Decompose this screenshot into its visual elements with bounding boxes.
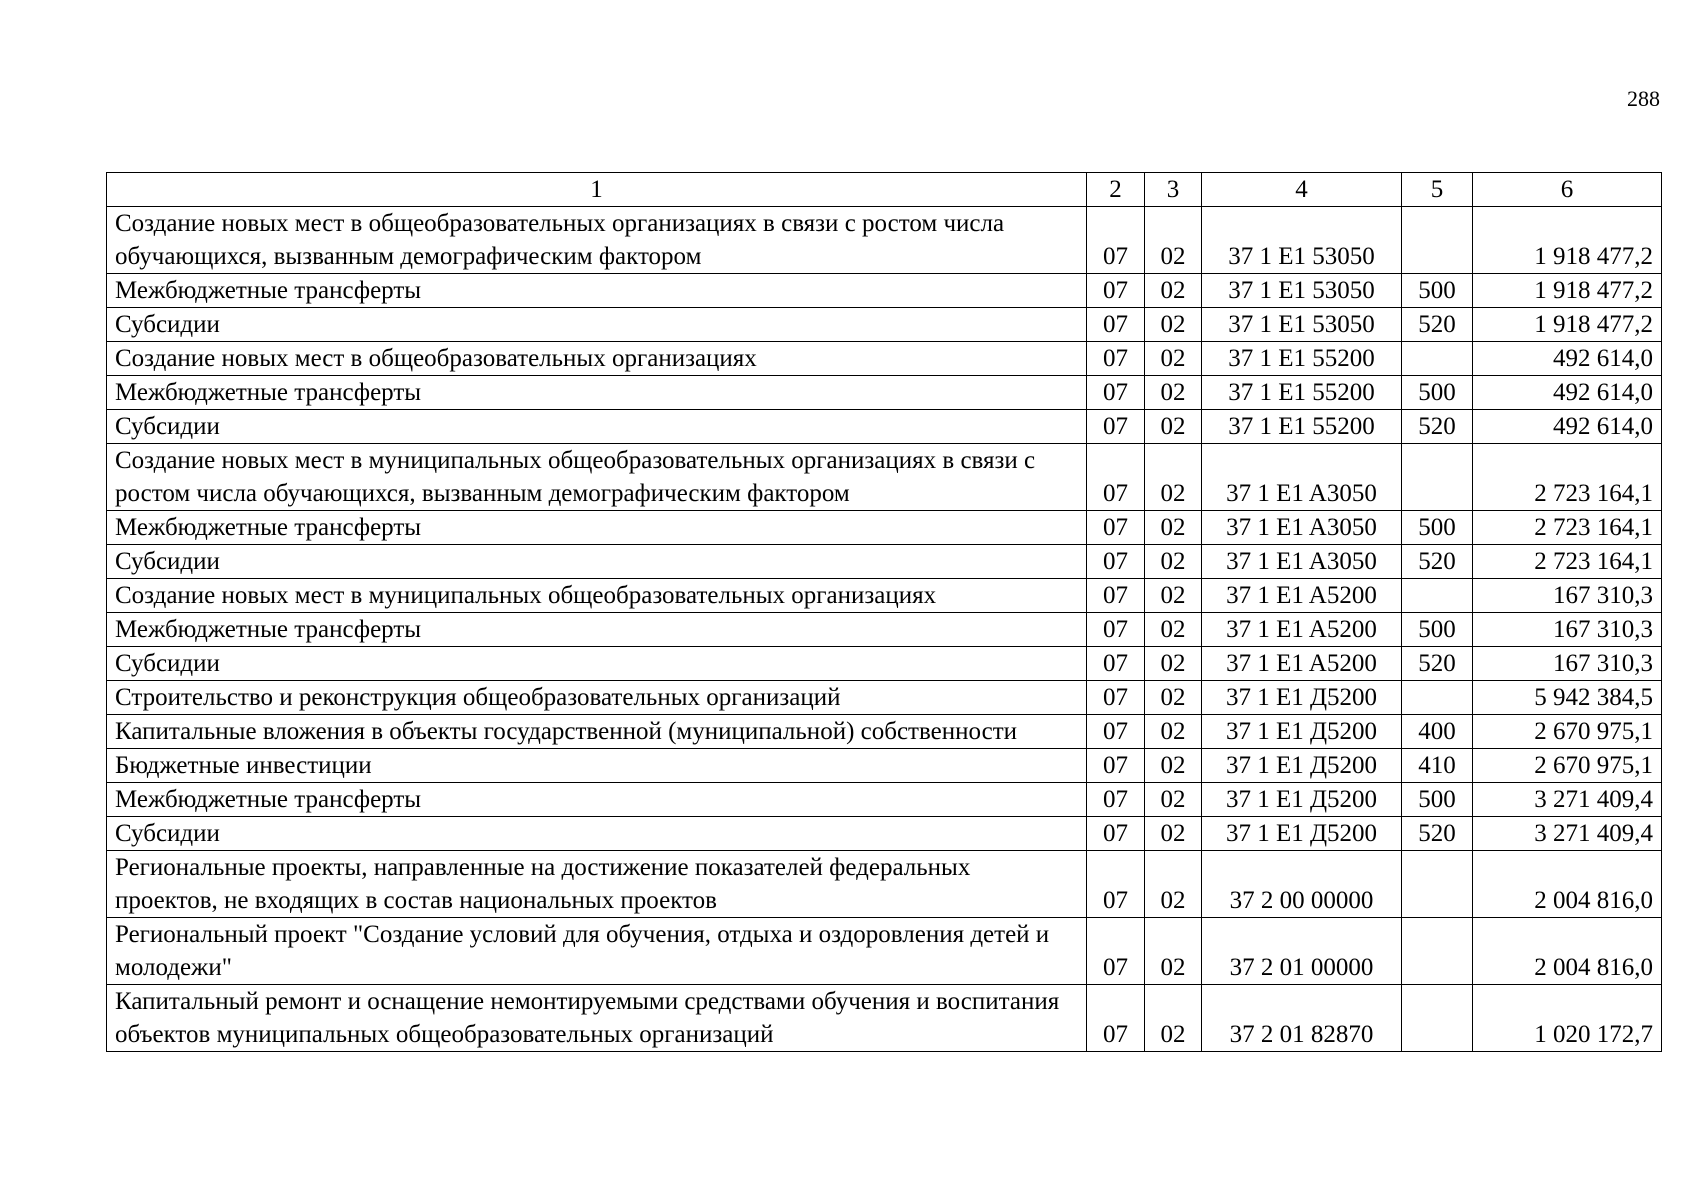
row-target-article-cell: 37 2 01 00000: [1202, 918, 1402, 985]
row-subsection-cell: 02: [1145, 545, 1202, 579]
table-body: [107, 207, 1662, 1052]
table-row: [107, 274, 1662, 308]
row-subsection-cell: 02: [1145, 376, 1202, 410]
row-expense-type-cell: 520: [1402, 817, 1473, 851]
column-header-subsection: 3: [1145, 173, 1202, 207]
row-section-cell: 07: [1087, 274, 1145, 308]
row-name-cell: Капитальный ремонт и оснащение немонтируемыми средствами обучения и воспитания объектов муниципальных общеобразовательных организаций: [107, 985, 1087, 1052]
row-section-cell: 07: [1087, 681, 1145, 715]
row-section-cell: 07: [1087, 444, 1145, 511]
row-expense-type-cell: [1402, 851, 1473, 918]
table-row: [107, 308, 1662, 342]
row-target-article-cell: 37 1 E1 Д5200: [1202, 715, 1402, 749]
row-subsection-cell: 02: [1145, 817, 1202, 851]
table-row: [107, 715, 1662, 749]
row-target-article-cell: 37 1 E1 Д5200: [1202, 817, 1402, 851]
row-name-cell: Создание новых мест в общеобразовательных организациях в связи с ростом числа обучающихся, вызванным демографическим фактором: [107, 207, 1087, 274]
row-expense-type-cell: 500: [1402, 274, 1473, 308]
row-target-article-cell: 37 1 E1 55200: [1202, 342, 1402, 376]
column-header-sum: 6: [1473, 173, 1662, 207]
row-expense-type-cell: [1402, 444, 1473, 511]
table-row: [107, 817, 1662, 851]
row-subsection-cell: 02: [1145, 444, 1202, 511]
table-row: [107, 851, 1662, 918]
table-row: [107, 444, 1662, 511]
row-name-cell: Субсидии: [107, 647, 1087, 681]
row-expense-type-cell: [1402, 681, 1473, 715]
row-section-cell: 07: [1087, 308, 1145, 342]
table-row: [107, 647, 1662, 681]
row-section-cell: 07: [1087, 410, 1145, 444]
row-section-cell: 07: [1087, 342, 1145, 376]
row-sum-cell: 167 310,3: [1473, 647, 1662, 681]
row-target-article-cell: 37 2 00 00000: [1202, 851, 1402, 918]
column-header-expense-type: 5: [1402, 173, 1473, 207]
row-subsection-cell: 02: [1145, 308, 1202, 342]
table-row: [107, 342, 1662, 376]
row-sum-cell: 1 020 172,7: [1473, 985, 1662, 1052]
row-name-cell: Создание новых мест в общеобразовательных организациях: [107, 342, 1087, 376]
row-name-cell: Капитальные вложения в объекты государственной (муниципальной) собственности: [107, 715, 1087, 749]
row-name-cell: Межбюджетные трансферты: [107, 783, 1087, 817]
row-target-article-cell: 37 1 E1 A5200: [1202, 647, 1402, 681]
row-subsection-cell: 02: [1145, 579, 1202, 613]
row-name-cell: Субсидии: [107, 308, 1087, 342]
row-section-cell: 07: [1087, 749, 1145, 783]
column-header-target-article: 4: [1202, 173, 1402, 207]
row-expense-type-cell: 400: [1402, 715, 1473, 749]
row-expense-type-cell: 500: [1402, 613, 1473, 647]
row-subsection-cell: 02: [1145, 274, 1202, 308]
table-row: [107, 613, 1662, 647]
header-row: [107, 173, 1662, 207]
row-sum-cell: 1 918 477,2: [1473, 274, 1662, 308]
row-expense-type-cell: 520: [1402, 308, 1473, 342]
table-row: [107, 511, 1662, 545]
table-row: [107, 783, 1662, 817]
row-name-cell: Межбюджетные трансферты: [107, 613, 1087, 647]
row-sum-cell: 492 614,0: [1473, 376, 1662, 410]
row-subsection-cell: 02: [1145, 410, 1202, 444]
row-target-article-cell: 37 1 E1 Д5200: [1202, 749, 1402, 783]
row-section-cell: 07: [1087, 207, 1145, 274]
row-expense-type-cell: [1402, 342, 1473, 376]
table-row: [107, 749, 1662, 783]
row-expense-type-cell: 520: [1402, 545, 1473, 579]
row-expense-type-cell: [1402, 207, 1473, 274]
row-subsection-cell: 02: [1145, 749, 1202, 783]
row-subsection-cell: 02: [1145, 613, 1202, 647]
row-name-cell: Субсидии: [107, 545, 1087, 579]
row-name-cell: Межбюджетные трансферты: [107, 511, 1087, 545]
row-name-cell: Субсидии: [107, 817, 1087, 851]
row-expense-type-cell: 520: [1402, 647, 1473, 681]
row-section-cell: 07: [1087, 851, 1145, 918]
row-sum-cell: 2 670 975,1: [1473, 749, 1662, 783]
table-row: [107, 410, 1662, 444]
row-sum-cell: 2 723 164,1: [1473, 511, 1662, 545]
row-expense-type-cell: 500: [1402, 511, 1473, 545]
row-name-cell: Субсидии: [107, 410, 1087, 444]
row-sum-cell: 2 723 164,1: [1473, 545, 1662, 579]
row-section-cell: 07: [1087, 715, 1145, 749]
row-section-cell: 07: [1087, 817, 1145, 851]
row-section-cell: 07: [1087, 985, 1145, 1052]
row-subsection-cell: 02: [1145, 647, 1202, 681]
row-section-cell: 07: [1087, 376, 1145, 410]
row-target-article-cell: 37 1 E1 A3050: [1202, 444, 1402, 511]
row-subsection-cell: 02: [1145, 918, 1202, 985]
row-section-cell: 07: [1087, 647, 1145, 681]
row-expense-type-cell: 520: [1402, 410, 1473, 444]
row-subsection-cell: 02: [1145, 207, 1202, 274]
table-row: [107, 681, 1662, 715]
table-row: [107, 545, 1662, 579]
row-target-article-cell: 37 1 E1 55200: [1202, 410, 1402, 444]
row-expense-type-cell: 500: [1402, 783, 1473, 817]
row-sum-cell: 492 614,0: [1473, 342, 1662, 376]
row-target-article-cell: 37 1 E1 Д5200: [1202, 681, 1402, 715]
row-sum-cell: 5 942 384,5: [1473, 681, 1662, 715]
row-section-cell: 07: [1087, 511, 1145, 545]
table-row: [107, 579, 1662, 613]
row-name-cell: Межбюджетные трансферты: [107, 274, 1087, 308]
row-sum-cell: 492 614,0: [1473, 410, 1662, 444]
row-name-cell: Региональные проекты, направленные на достижение показателей федеральных проектов, не входящих в состав национальных проектов: [107, 851, 1087, 918]
row-target-article-cell: 37 1 E1 Д5200: [1202, 783, 1402, 817]
row-name-cell: Создание новых мест в муниципальных общеобразовательных организациях в связи с ростом числа обучающихся, вызванным демографическим фактором: [107, 444, 1087, 511]
row-sum-cell: 1 918 477,2: [1473, 207, 1662, 274]
row-name-cell: Создание новых мест в муниципальных общеобразовательных организациях: [107, 579, 1087, 613]
table-row: [107, 207, 1662, 274]
budget-table: [106, 172, 1662, 1052]
table-row: [107, 376, 1662, 410]
row-sum-cell: 3 271 409,4: [1473, 783, 1662, 817]
row-sum-cell: 167 310,3: [1473, 613, 1662, 647]
row-target-article-cell: 37 1 E1 A3050: [1202, 545, 1402, 579]
row-name-cell: Региональный проект "Создание условий для обучения, отдыха и оздоровления детей и молодежи": [107, 918, 1087, 985]
row-name-cell: Межбюджетные трансферты: [107, 376, 1087, 410]
row-sum-cell: 3 271 409,4: [1473, 817, 1662, 851]
row-name-cell: Бюджетные инвестиции: [107, 749, 1087, 783]
row-target-article-cell: 37 1 E1 53050: [1202, 207, 1402, 274]
row-section-cell: 07: [1087, 613, 1145, 647]
row-expense-type-cell: 500: [1402, 376, 1473, 410]
row-section-cell: 07: [1087, 579, 1145, 613]
row-subsection-cell: 02: [1145, 511, 1202, 545]
row-subsection-cell: 02: [1145, 783, 1202, 817]
row-sum-cell: 167 310,3: [1473, 579, 1662, 613]
row-name-cell: Строительство и реконструкция общеобразовательных организаций: [107, 681, 1087, 715]
row-target-article-cell: 37 1 E1 A5200: [1202, 613, 1402, 647]
row-sum-cell: 2 004 816,0: [1473, 918, 1662, 985]
row-expense-type-cell: 410: [1402, 749, 1473, 783]
row-subsection-cell: 02: [1145, 851, 1202, 918]
row-sum-cell: 1 918 477,2: [1473, 308, 1662, 342]
row-expense-type-cell: [1402, 918, 1473, 985]
row-section-cell: 07: [1087, 545, 1145, 579]
row-sum-cell: 2 670 975,1: [1473, 715, 1662, 749]
row-target-article-cell: 37 1 E1 A3050: [1202, 511, 1402, 545]
row-target-article-cell: 37 1 E1 55200: [1202, 376, 1402, 410]
table-row: [107, 918, 1662, 985]
row-subsection-cell: 02: [1145, 342, 1202, 376]
row-target-article-cell: 37 1 E1 53050: [1202, 308, 1402, 342]
row-subsection-cell: 02: [1145, 681, 1202, 715]
row-target-article-cell: 37 1 E1 53050: [1202, 274, 1402, 308]
row-section-cell: 07: [1087, 783, 1145, 817]
row-target-article-cell: 37 1 E1 A5200: [1202, 579, 1402, 613]
row-expense-type-cell: [1402, 985, 1473, 1052]
row-section-cell: 07: [1087, 918, 1145, 985]
row-sum-cell: 2 004 816,0: [1473, 851, 1662, 918]
row-expense-type-cell: [1402, 579, 1473, 613]
table-header: [107, 173, 1662, 207]
row-sum-cell: 2 723 164,1: [1473, 444, 1662, 511]
page-number: 288: [1627, 86, 1660, 111]
row-subsection-cell: 02: [1145, 985, 1202, 1052]
table-row: [107, 985, 1662, 1052]
row-target-article-cell: 37 2 01 82870: [1202, 985, 1402, 1052]
row-subsection-cell: 02: [1145, 715, 1202, 749]
column-header-section: 2: [1087, 173, 1145, 207]
column-header-name: 1: [107, 173, 1087, 207]
